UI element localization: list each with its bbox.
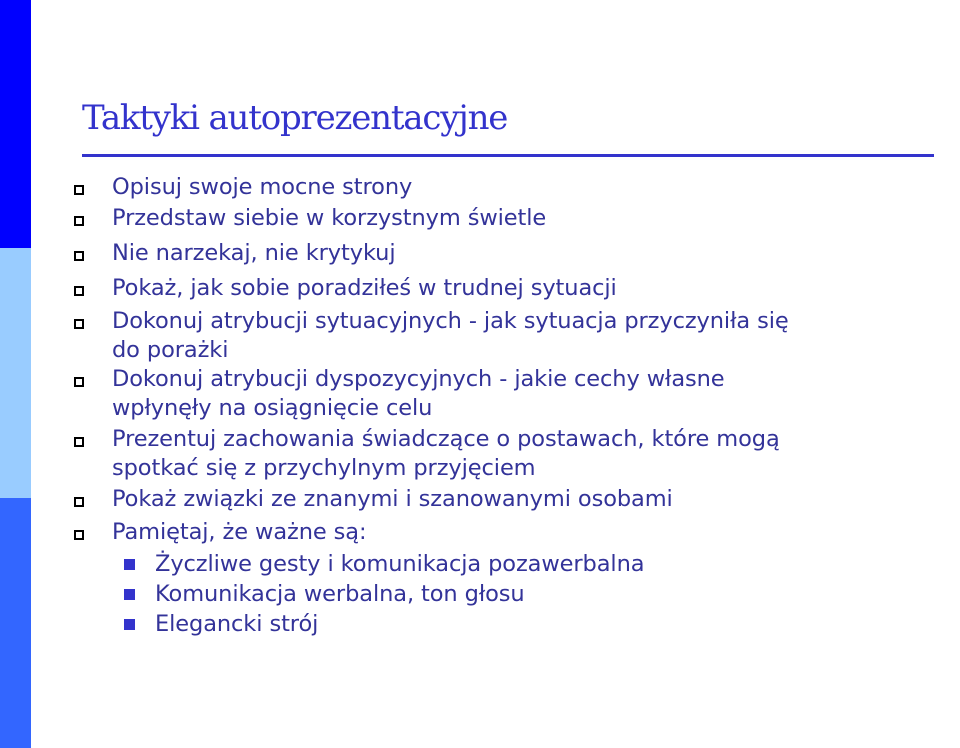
bullet-text: Nie narzekaj, nie krytykuj [112,240,396,266]
bullet-text: Dokonuj atrybucji dyspozycyjnych - jakie cechy własne [112,366,725,392]
hollow-square-bullet-icon [74,497,84,507]
bullet-text: Pokaż, jak sobie poradziłeś w trudnej sytuacji [112,275,617,301]
sub-bullet-text: Komunikacja werbalna, ton głosu [155,581,525,607]
hollow-square-bullet-icon [74,377,84,387]
slide-title: Taktyki autoprezentacyjne [82,98,508,138]
hollow-square-bullet-icon [74,530,84,540]
hollow-square-bullet-icon [74,251,84,261]
sub-bullet-text: Życzliwe gesty i komunikacja pozawerbalna [155,551,645,577]
hollow-square-bullet-icon [74,319,84,329]
sub-bullet-text: Elegancki strój [155,611,319,637]
bullet-text: Pamiętaj, że ważne są: [112,519,367,545]
hollow-square-bullet-icon [74,216,84,226]
filled-square-bullet-icon [124,619,135,630]
hollow-square-bullet-icon [74,286,84,296]
bullet-text: Dokonuj atrybucji sytuacyjnych - jak sytuacja przyczyniła się [112,308,789,334]
bullet-text-continuation: do porażki [112,337,229,363]
filled-square-bullet-icon [124,589,135,600]
bullet-text-continuation: wpłynęły na osiągnięcie celu [112,395,433,421]
bullet-text: Przedstaw siebie w korzystnym świetle [112,205,547,231]
hollow-square-bullet-icon [74,437,84,447]
bullet-text-continuation: spotkać się z przychylnym przyjęciem [112,455,536,481]
hollow-square-bullet-icon [74,185,84,195]
bullet-text: Prezentuj zachowania świadczące o postawach, które mogą [112,426,780,452]
filled-square-bullet-icon [124,559,135,570]
bullet-text: Pokaż związki ze znanymi i szanowanymi osobami [112,486,673,512]
bullet-text: Opisuj swoje mocne strony [112,174,413,200]
